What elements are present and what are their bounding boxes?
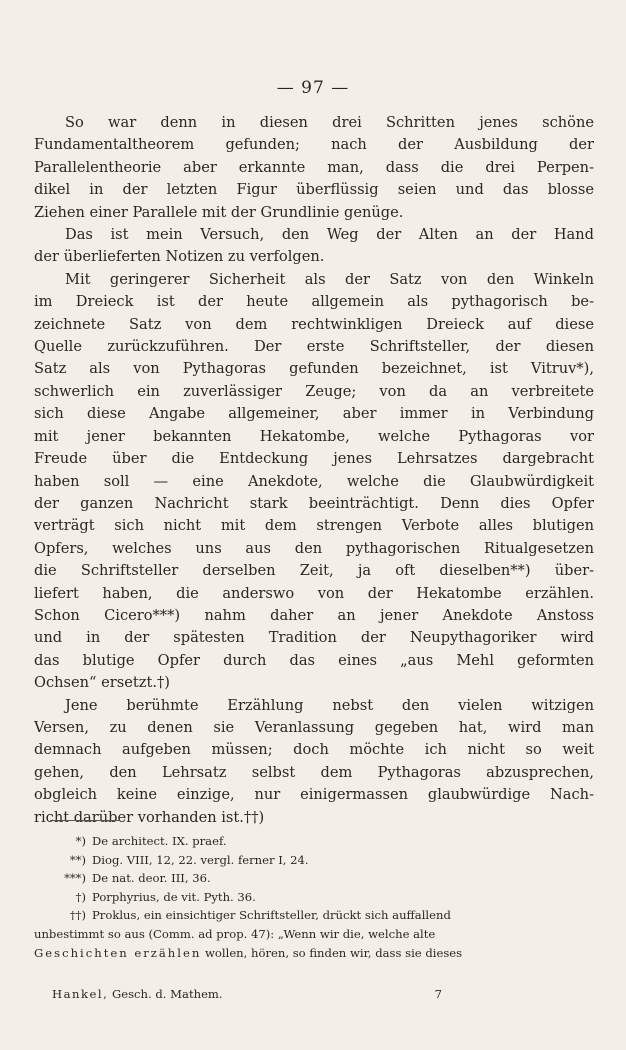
- text-line: das blutige Opfer durch das eines „aus Mehl geformten: [34, 651, 594, 669]
- text-line: Versen, zu denen sie Veranlassung gegeben hat, wird man: [34, 718, 594, 736]
- text-line: Das ist mein Versuch, den Weg der Alten an der Hand: [65, 226, 594, 244]
- text-line: Jene berühmte Erzählung nebst den vielen witzigen: [65, 696, 594, 714]
- paragraph: [34, 224, 594, 269]
- text-line: Satz als von Pythagoras gefunden bezeichnet, ist Vitruv*),: [34, 360, 594, 378]
- text-line: Quelle zurückzuführen. Der erste Schriftsteller, der diesen: [34, 338, 594, 356]
- footnote-text: De architect. IX. praef.: [92, 834, 227, 848]
- footnote: [34, 888, 594, 907]
- footnote-text: Diog. VIII, 12, 22. vergl. ferner I, 24.: [92, 852, 309, 867]
- text-line: die Schriftsteller derselben Zeit, ja oft dieselben**) über-: [34, 562, 594, 580]
- signature-line: [52, 987, 442, 1001]
- paragraph: [34, 112, 594, 224]
- sheet-number: 7: [434, 987, 442, 1001]
- text-line: Parallelentheorie aber erkannte man, dass die drei Perpen-: [34, 158, 594, 176]
- footnote-marker: †): [75, 889, 86, 904]
- text-line: Fundamentaltheorem gefunden; nach der Ausbildung der: [34, 136, 594, 154]
- footnotes: [34, 832, 594, 962]
- paragraph: [34, 269, 594, 695]
- footnote: [34, 832, 594, 851]
- footnote-text: De nat. deor. III, 36.: [92, 871, 211, 886]
- signature-work: Gesch. d. Mathem.: [111, 987, 223, 1001]
- footnote-text: wollen, hören, so finden wir, dass sie dieses: [205, 945, 463, 960]
- signature-author: Hankel,: [52, 987, 109, 1001]
- text-line: und in der spätesten Tradition der Neupythagoriker wird: [34, 629, 594, 647]
- text-line: zeichnete Satz von dem rechtwinkligen Dreieck auf diese: [34, 315, 594, 333]
- footnote-continuation-line: unbestimmt so aus (Comm. ad prop. 47): „Wenn wir die, welche alte: [34, 926, 436, 941]
- spaced-emphasis: Geschichten erzählen: [34, 945, 202, 960]
- paragraph: [34, 695, 594, 829]
- page-number: — 97 —: [276, 78, 350, 98]
- text-line: mit jener bekannten Hekatombe, welche Pythagoras vor: [34, 427, 594, 445]
- text-line: Opfers, welches uns aus den pythagorischen Ritualgesetzen: [34, 539, 594, 557]
- footnote-marker: **): [69, 852, 86, 867]
- text-line: richt darüber vorhanden ist.††): [34, 808, 265, 826]
- text-line: gehen, den Lehrsatz selbst dem Pythagoras abzusprechen,: [34, 763, 594, 781]
- text-line: im Dreieck ist der heute allgemein als pythagorisch be-: [34, 293, 594, 311]
- text-line: der überlieferten Notizen zu verfolgen.: [34, 248, 325, 266]
- body-text: [34, 112, 594, 829]
- text-line: Mit geringerer Sicherheit als der Satz von den Winkeln: [65, 270, 594, 288]
- footnote-text: Proklus, ein einsichtiger Schriftsteller, drückt sich auffallend: [92, 908, 451, 923]
- text-line: der ganzen Nachricht stark beeinträchtigt. Denn dies Opfer: [34, 494, 594, 512]
- footnote: [34, 851, 594, 870]
- text-line: verträgt sich nicht mit dem strengen Verbote alles blutigen: [34, 517, 594, 535]
- footnote-marker: ††): [69, 908, 86, 923]
- text-line: Freude über die Entdeckung jenes Lehrsatzes dargebracht: [34, 450, 594, 468]
- footnote-continuation-line: [34, 944, 594, 963]
- signature-title: [52, 987, 223, 1001]
- text-line: So war denn in diesen drei Schritten jenes schöne: [65, 114, 594, 131]
- text-line: demnach aufgeben müssen; doch möchte ich nicht so weit: [34, 741, 594, 759]
- text-line: obgleich keine einzige, nur einigermassen glaubwürdige Nach-: [34, 786, 594, 804]
- text-line: Ziehen einer Parallele mit der Grundlinie genüge.: [34, 203, 404, 221]
- text-line: Ochsen“ ersetzt.†): [34, 674, 170, 692]
- footnote-text: Porphyrius, de vit. Pyth. 36.: [92, 889, 256, 904]
- text-line: dikel in der letzten Figur überflüssig seien und das blosse: [34, 181, 594, 199]
- footnote-marker: ***): [64, 871, 86, 886]
- footnote-marker: *): [75, 834, 86, 848]
- text-line: schwerlich ein zuverlässiger Zeuge; von da an verbreitete: [34, 382, 594, 400]
- text-line: haben soll — eine Anekdote, welche die Glaubwürdigkeit: [34, 472, 594, 490]
- text-line: sich diese Angabe allgemeiner, aber immer in Verbindung: [34, 405, 594, 423]
- footnote: [34, 869, 594, 888]
- footnote-divider: [50, 820, 120, 821]
- text-line: Schon Cicero***) nahm daher an jener Anekdote Anstoss: [34, 606, 594, 624]
- footnote: [34, 906, 594, 925]
- text-line: liefert haben, die anderswo von der Hekatombe erzählen.: [34, 584, 594, 602]
